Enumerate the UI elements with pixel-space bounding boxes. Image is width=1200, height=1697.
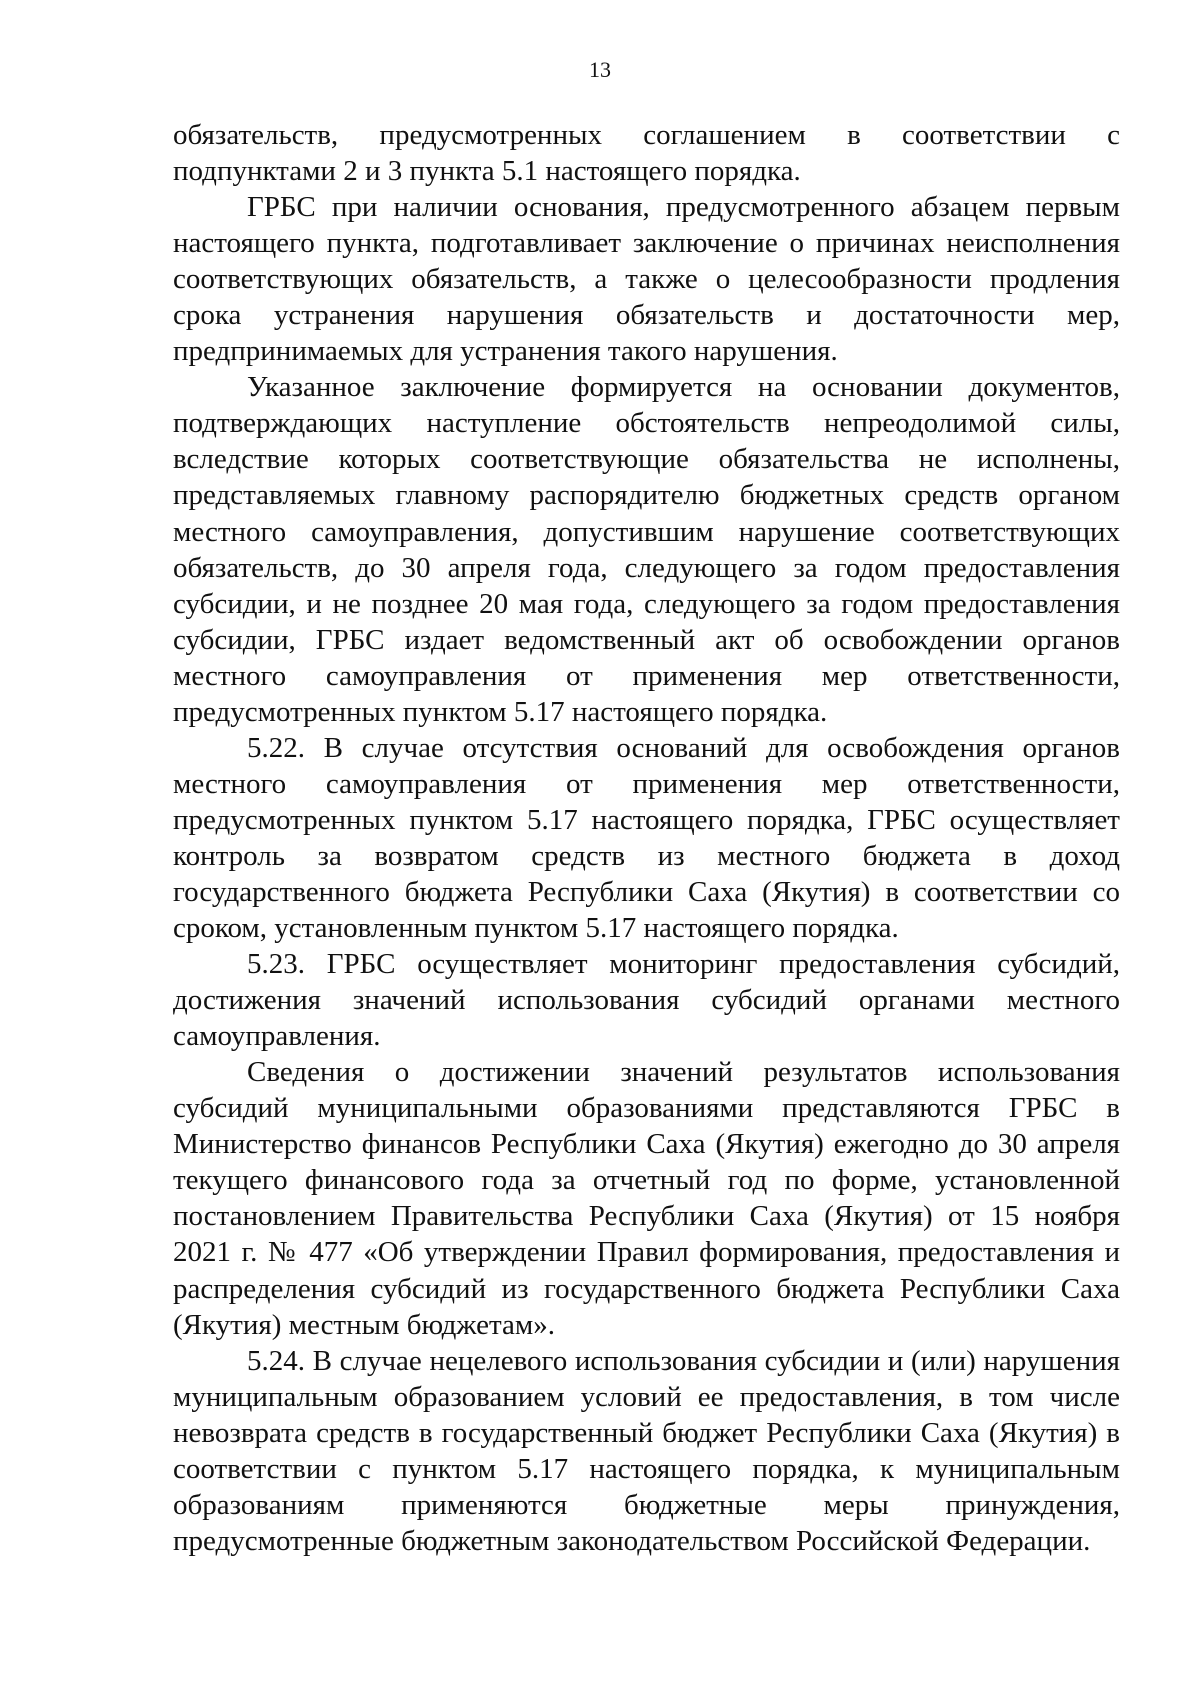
paragraph-conclusion-basis: Указанное заключение формируется на основании документов, подтверждающих наступление обстоятельств непреодолимой силы, вследствие которых соответствующие обязательства не исполнены, представляемых главному распорядителю бюджетных средств органом местного самоуправления, допустившим нарушение соответствующих обязательств, до 30 апреля года, следующего за годом предоставления субсидии, и не позднее 20 мая года, следующего за годом предоставления субсидии, ГРБС издает ведомственный акт об освобождении органов местного самоуправления от применения мер ответственности, предусмотренных пунктом 5.17 настоящего порядка. <box>173 371 1120 728</box>
document-body <box>173 117 1120 1559</box>
paragraph-5-22: 5.22. В случае отсутствия оснований для освобождения органов местного самоуправления от применения мер ответственности, предусмотренных пунктом 5.17 настоящего порядка, ГРБС осуществляет контроль за возвратом средств из местного бюджета в доход государственного бюджета Республики Саха (Якутия) в соответствии со сроком, установленным пунктом 5.17 настоящего порядка. <box>173 731 1120 945</box>
page-number: 13 <box>589 57 611 82</box>
paragraph-grbs-conclusion: ГРБС при наличии основания, предусмотренного абзацем первым настоящего пункта, подготавливает заключение о причинах неисполнения соответствующих обязательств, а также о целесообразности продления срока устранения нарушения обязательств и достаточности мер, предпринимаемых для устранения такого нарушения. <box>173 191 1120 368</box>
paragraph-5-24: 5.24. В случае нецелевого использования субсидии и (или) нарушения муниципальным образованием условий ее предоставления, в том числе невозврата средств в государственный бюджет Республики Саха (Якутия) в соответствии с пунктом 5.17 настоящего порядка, к муниципальным образованиям применяются бюджетные меры принуждения, предусмотренные бюджетным законодательством Российской Федерации. <box>173 1344 1120 1557</box>
paragraph-results-report: Сведения о достижении значений результатов использования субсидий муниципальными образованиями представляются ГРБС в Министерство финансов Республики Саха (Якутия) ежегодно до 30 апреля текущего финансового года за отчетный год по форме, установленной постановлением Правительства Республики Саха (Якутия) от 15 ноября 2021 г. № 477 «Об утверждении Правил формирования, предоставления и распределения субсидий из государственного бюджета Республики Саха (Якутия) местным бюджетам». <box>173 1056 1120 1341</box>
paragraph-continuation: обязательств, предусмотренных соглашением в соответствии с подпунктами 2 и 3 пункта 5.1 настоящего порядка. <box>173 119 1120 188</box>
paragraph-5-23: 5.23. ГРБС осуществляет мониторинг предоставления субсидий, достижения значений использования субсидий органами местного самоуправления. <box>173 948 1120 1053</box>
